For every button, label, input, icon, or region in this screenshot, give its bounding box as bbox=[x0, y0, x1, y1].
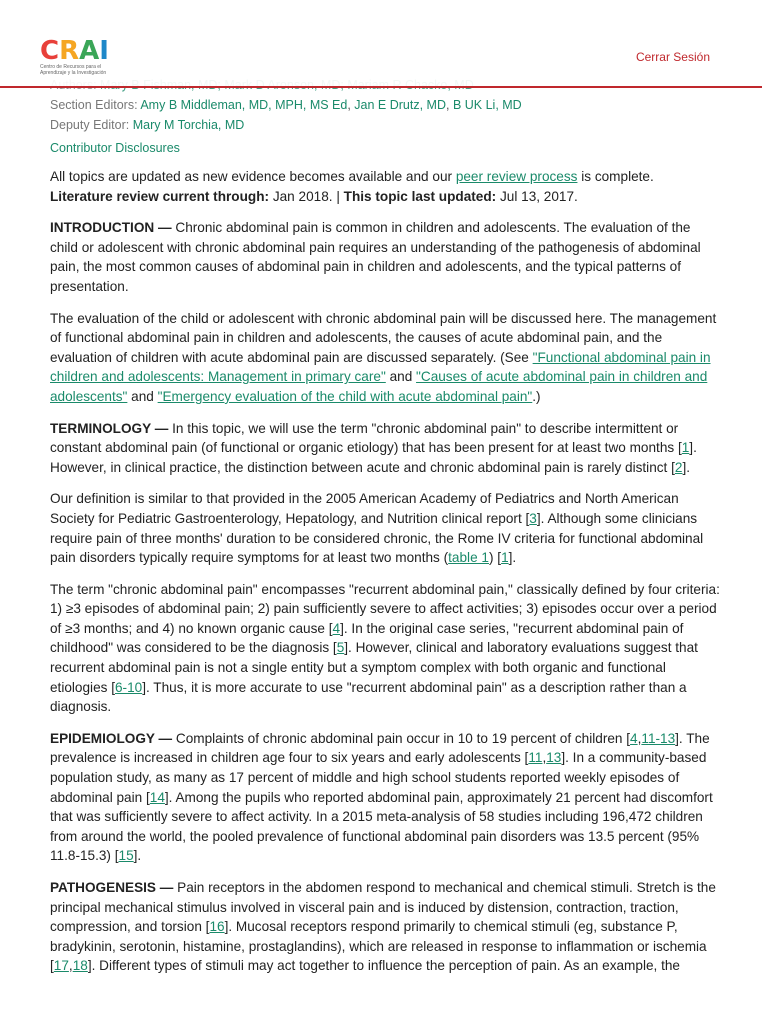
reference-link[interactable]: 16 bbox=[209, 919, 225, 935]
introduction-paragraph-2: The evaluation of the child or adolescent with chronic abdominal pain will be discussed here. The management of functional abdominal pain in children and adolescents, the causes of acute abdominal pain, and the evaluation of children with acute abdominal pain are discussed separately. (See "Functional abdominal pain in children and adolescents: Management in primary care" and "Causes of acute abdominal pain in children and adolescents" and "Emergency evaluation of the child with acute abdominal pain".) bbox=[50, 310, 717, 404]
deputy-editor-row bbox=[50, 115, 722, 135]
deputy-editor-link[interactable]: Mary M Torchia, MD bbox=[132, 118, 245, 132]
logo-letter-i: I bbox=[99, 36, 109, 66]
header-divider bbox=[0, 86, 762, 88]
lit-review-label: Literature review current through: bbox=[50, 188, 270, 204]
peer-review-link[interactable]: peer review process bbox=[455, 169, 578, 184]
lit-review-value: Jan 2018. | bbox=[272, 188, 340, 204]
logo-letter-r: R bbox=[59, 36, 80, 66]
reference-link[interactable]: 17 bbox=[53, 958, 69, 974]
terminology-heading: TERMINOLOGY — bbox=[50, 420, 169, 436]
introduction-heading: INTRODUCTION — bbox=[50, 220, 172, 236]
topic-link[interactable]: "Causes of acute abdominal pain in children and adolescents" bbox=[50, 369, 708, 404]
site-header bbox=[0, 0, 768, 86]
section-editor-link[interactable]: Amy B Middleman, MD, MPH, MS Ed bbox=[140, 98, 348, 112]
topic-link[interactable]: "Emergency evaluation of the child with acute abdominal pain" bbox=[157, 388, 533, 404]
section-editor-link[interactable]: Jan E Drutz, MD bbox=[354, 98, 446, 112]
terminology-paragraph: TERMINOLOGY — In this topic, we will use the term "chronic abdominal pain" to describe intermittent or constant abdominal pain (of functional or organic etiology) that has been present for at least two months [1]. However, in clinical practice, the distinction between acute and chronic abdominal pain is rarely distinct [2]. bbox=[50, 420, 697, 475]
reference-link[interactable]: 11-13 bbox=[641, 730, 676, 746]
reference-link[interactable]: 14 bbox=[149, 789, 165, 805]
reference-link[interactable]: 15 bbox=[118, 848, 134, 864]
logout-link[interactable]: Cerrar Sesión bbox=[635, 50, 710, 64]
deputy-editor-label: Deputy Editor: bbox=[50, 118, 130, 132]
epidemiology-heading: EPIDEMIOLOGY — bbox=[50, 730, 173, 746]
terminology-paragraph-2: Our definition is similar to that provided in the 2005 American Academy of Pediatrics and North American Society for Pediatric Gastroenterology, Hepatology, and Nutrition clinical report [3]. Although some clinicians require pain of three months' duration to be considered chronic, the Rome IV criteria for functional abdominal pain disorders typically require symptoms for at least two months (table 1) [1]. bbox=[50, 491, 704, 566]
logo-text bbox=[40, 38, 112, 64]
terminology-paragraph-3: The term "chronic abdominal pain" encompasses "recurrent abdominal pain," classically defined by four criteria: 1) ≥3 episodes of abdominal pain; 2) pain sufficiently severe to affect activities; 3) episodes occur over a period of ≥3 months; and 4) no known organic cause [4]. In the original case series, "recurrent abdominal pain of childhood" was considered to be the diagnosis [5]. However, clinical and laboratory evaluations suggest that recurrent abdominal pain is not a single entity but a symptom complex with both organic and functional etiologies [6-10]. Thus, it is more accurate to use "recurrent abdominal pain" as a description rather than a diagnosis. bbox=[50, 581, 720, 715]
reference-link[interactable]: 3 bbox=[529, 510, 537, 526]
introduction-paragraph: INTRODUCTION — Chronic abdominal pain is common in children and adolescents. The evaluation of the child or adolescent with chronic abdominal pain requires an understanding of the pathogenesis of abdominal pain, the most common causes of abdominal pain in children and adolescents, and the typical patterns of presentation. bbox=[50, 220, 701, 294]
logo-letter-a: A bbox=[79, 36, 100, 66]
section-editor-link[interactable]: B UK Li, MD bbox=[452, 98, 522, 112]
reference-link[interactable]: 1 bbox=[501, 550, 509, 566]
reference-link[interactable]: 18 bbox=[72, 958, 88, 974]
reference-link[interactable]: 5 bbox=[336, 640, 345, 656]
topic-link[interactable]: "Functional abdominal pain in children and adolescents: Management in primary care" bbox=[50, 349, 711, 385]
reference-link[interactable]: 11 bbox=[528, 750, 543, 766]
table-link[interactable]: table 1 bbox=[448, 550, 489, 566]
pathogenesis-heading: PATHOGENESIS — bbox=[50, 880, 174, 895]
topic-updated-label: This topic last updated: bbox=[343, 188, 497, 204]
reference-link[interactable]: 4 bbox=[332, 620, 341, 636]
update-notice: All topics are updated as new evidence becomes available and our peer review process is complete. Literature review current through: Jan 2018. | This topic last updated: Jul 13, 2017. bbox=[50, 169, 654, 204]
epidemiology-paragraph: EPIDEMIOLOGY — Complaints of chronic abdominal pain occur in 10 to 19 percent of children [4,11-13]. The prevalence is increased in children age four to six years and early adolescents [11,13]. In a community-based population study, as many as 17 percent of middle and high school students reported weekly episodes of abdominal pain [14]. Among the pupils who reported abdominal pain, approximately 21 percent had discomfort that was sufficiently severe to affect activity. In a 2015 meta-analysis of 58 studies including 196,472 children from around the world, the pooled prevalence of functional abdominal pain disorders was 13.5 percent (95% 11.8-15.3) [15]. bbox=[50, 730, 713, 864]
section-editors-row: Section Editors: Amy B Middleman, MD, MPH, MS Ed, Jan E Drutz, MD, B UK Li, MD bbox=[50, 98, 522, 112]
reference-link[interactable]: 4 bbox=[630, 730, 638, 746]
article-content bbox=[50, 75, 722, 988]
logo-subtitle: Centro de Recursos para el Aprendizaje y la Investigación bbox=[40, 64, 107, 76]
logo-letter-c: C bbox=[40, 36, 60, 66]
topic-updated-value: Jul 13, 2017. bbox=[499, 188, 578, 204]
reference-link[interactable]: 1 bbox=[681, 440, 690, 456]
crai-logo[interactable] bbox=[40, 38, 112, 82]
contributor-disclosures-link[interactable]: Contributor Disclosures bbox=[50, 141, 180, 155]
reference-link[interactable]: 13 bbox=[546, 750, 562, 766]
reference-link[interactable]: 2 bbox=[674, 459, 683, 475]
pathogenesis-paragraph: PATHOGENESIS — Pain receptors in the abdomen respond to mechanical and chemical stimuli. Stretch is the principal mechanical stimulus involved in visceral pain and is induced by distension, contraction, traction, compression, and torsion [16]. Mucosal receptors respond primarily to chemical stimuli (eg, substance P, bradykinin, serotonin, histamine, prostaglandins), which are released in response to inflammation or ischemia [17,18]. Different types of stimuli may act together to influence the perception of pain. As an example, the bbox=[50, 880, 716, 974]
section-editors-label: Section Editors: bbox=[50, 98, 138, 112]
reference-link[interactable]: 6-10 bbox=[115, 679, 143, 695]
